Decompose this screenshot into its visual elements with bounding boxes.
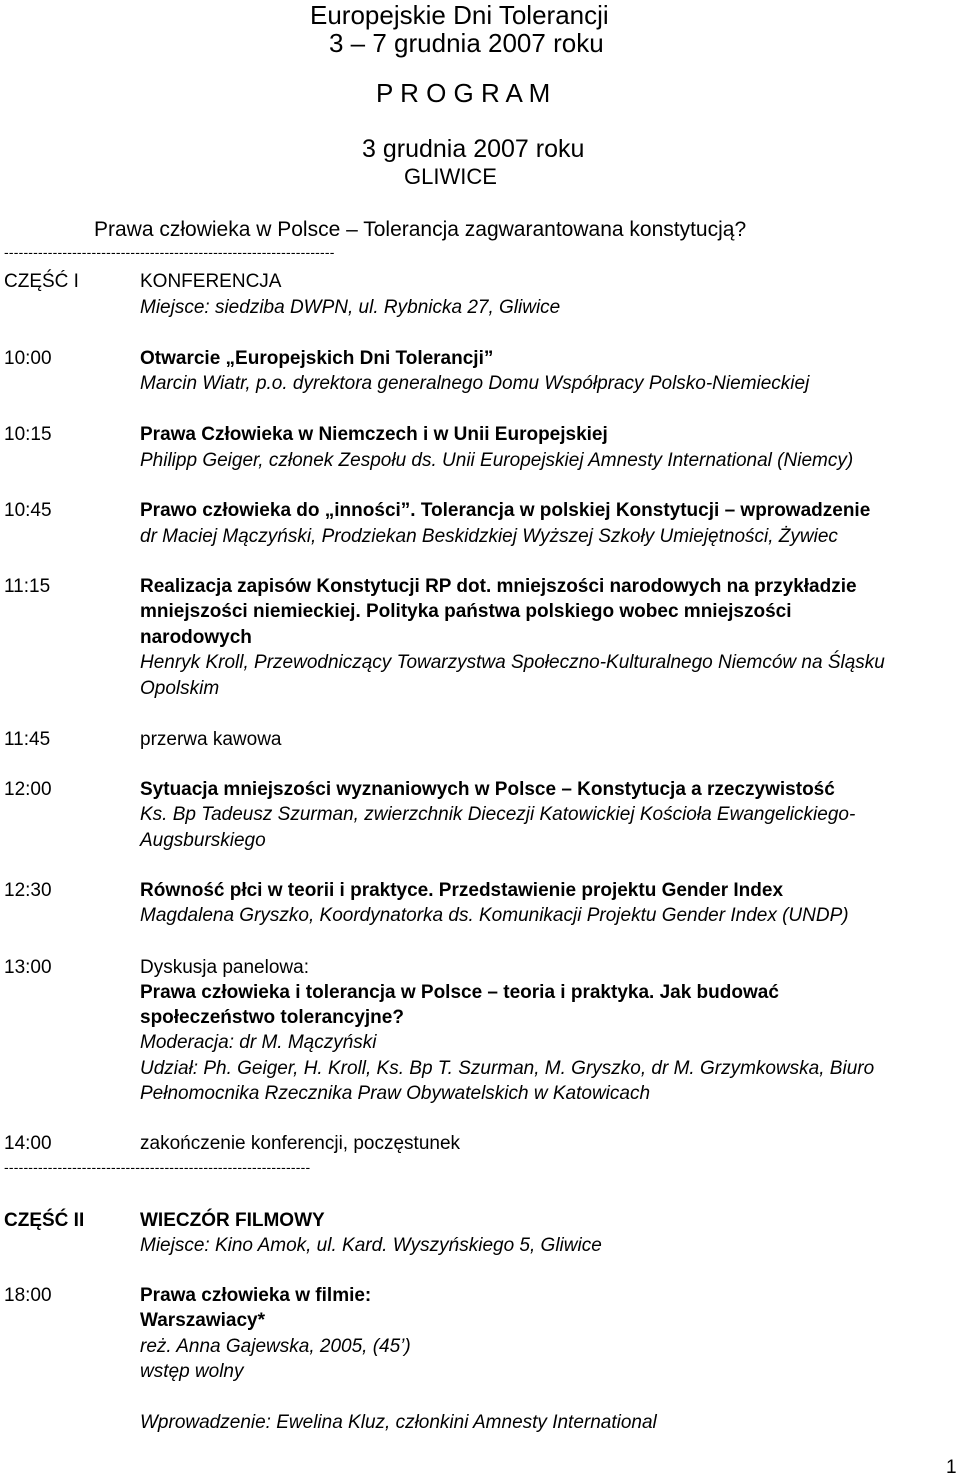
session-speaker: dr Maciej Mączyński, Prodziekan Beskidzkiej Wyższej Szkoły Umiejętności, Żywiec [140,526,838,547]
film-entry: wstęp wolny [140,1361,244,1382]
session-title-line3: narodowych [140,627,252,648]
closing: zakończenie konferencji, poczęstunek [140,1133,461,1154]
session-speaker: Marcin Wiatr, p.o. dyrektora generalnego Domu Współpracy Polsko-Niemieckiej [140,373,810,394]
program-theme: Prawa człowieka w Polsce – Tolerancja zagwarantowana konstytucją? [94,218,747,241]
session-time: 10:45 [4,500,52,521]
film-title-line1: Prawa człowieka w filmie: [140,1285,372,1306]
program-city: GLIWICE [404,164,497,189]
session-title: Prawa Człowieka w Niemczech i w Unii Europejskiej [140,424,608,445]
panel-intro: Dyskusja panelowa: [140,957,309,978]
part1-title: KONFERENCJA [140,271,282,292]
program-heading: P R O G R A M [376,78,551,108]
program-date: 3 grudnia 2007 roku [362,135,585,163]
session-speaker-line2: Augsburskiego [140,830,266,851]
session-time: 11:45 [4,729,51,750]
session-title: Otwarcie „Europejskich Dni Tolerancji” [140,348,494,369]
part2-label: CZĘŚĆ II [4,1210,85,1231]
session-title-line1: Realizacja zapisów Konstytucji RP dot. mniejszości narodowych na przykładzie [140,576,857,597]
film-director: reż. Anna Gajewska, 2005, (45’) [140,1336,411,1357]
page-number: 1 [946,1457,957,1478]
session-speaker-line2: Opolskim [140,678,220,699]
coffee-break: przerwa kawowa [140,729,282,750]
session-title: Sytuacja mniejszości wyznaniowych w Polsce – Konstytucja a rzeczywistość [140,779,835,800]
session-speaker: Philipp Geiger, członek Zespołu ds. Unii Europejskiej Amnesty International (Niemcy) [140,450,854,471]
panel-moderator: Moderacja: dr M. Mączyński [140,1032,377,1053]
panel-title-line2: społeczeństwo tolerancyjne? [140,1007,404,1028]
session-title-line2: mniejszości niemieckiej. Polityka państwa polskiego wobec mniejszości [140,601,792,622]
part2-title: WIECZÓR FILMOWY [140,1210,325,1231]
session-time: 10:15 [4,424,52,445]
panel-participants-line1: Udział: Ph. Geiger, H. Kroll, Ks. Bp T. Szurman, M. Gryszko, dr M. Grzymkowska, Biuro [140,1058,875,1079]
separator-mid: --------------------------------------------------------------- [4,1159,311,1175]
part1-label: CZĘŚĆ I [4,271,79,292]
panel-title-line1: Prawa człowieka i tolerancja w Polsce – teoria i praktyka. Jak budować [140,982,779,1003]
part2-place: Miejsce: Kino Amok, ul. Kard. Wyszyńskiego 5, Gliwice [140,1235,602,1256]
session-speaker-line1: Ks. Bp Tadeusz Szurman, zwierzchnik Diecezji Katowickiej Kościoła Ewangelickiego- [140,804,856,825]
session-title: Równość płci w teorii i praktyce. Przedstawienie projektu Gender Index [140,880,784,901]
session-time: 13:00 [4,957,52,978]
session-time: 12:00 [4,779,52,800]
session-time: 11:15 [4,576,51,597]
part1-place: Miejsce: siedziba DWPN, ul. Rybnicka 27, Gliwice [140,297,561,318]
film-title-line2: Warszawiacy* [140,1310,265,1331]
session-title: Prawo człowieka do „inności”. Tolerancja w polskiej Konstytucji – wprowadzenie [140,500,871,521]
session-speaker: Magdalena Gryszko, Koordynatorka ds. Komunikacji Projektu Gender Index (UNDP) [140,905,849,926]
session-speaker-line1: Henryk Kroll, Przewodniczący Towarzystwa Społeczno-Kulturalnego Niemców na Śląsku [140,652,885,673]
separator-top: -------------------------------------------------------------------- [4,244,335,260]
panel-participants-line2: Pełnomocnika Rzecznika Praw Obywatelskich w Katowicach [140,1083,651,1104]
film-introduction: Wprowadzenie: Ewelina Kluz, członkini Amnesty International [140,1412,657,1433]
document-dates: 3 – 7 grudnia 2007 roku [329,28,604,58]
session-time: 10:00 [4,348,52,369]
document-title: Europejskie Dni Tolerancji [310,0,609,30]
film-time: 18:00 [4,1285,52,1306]
session-time: 12:30 [4,880,52,901]
session-time: 14:00 [4,1133,52,1154]
